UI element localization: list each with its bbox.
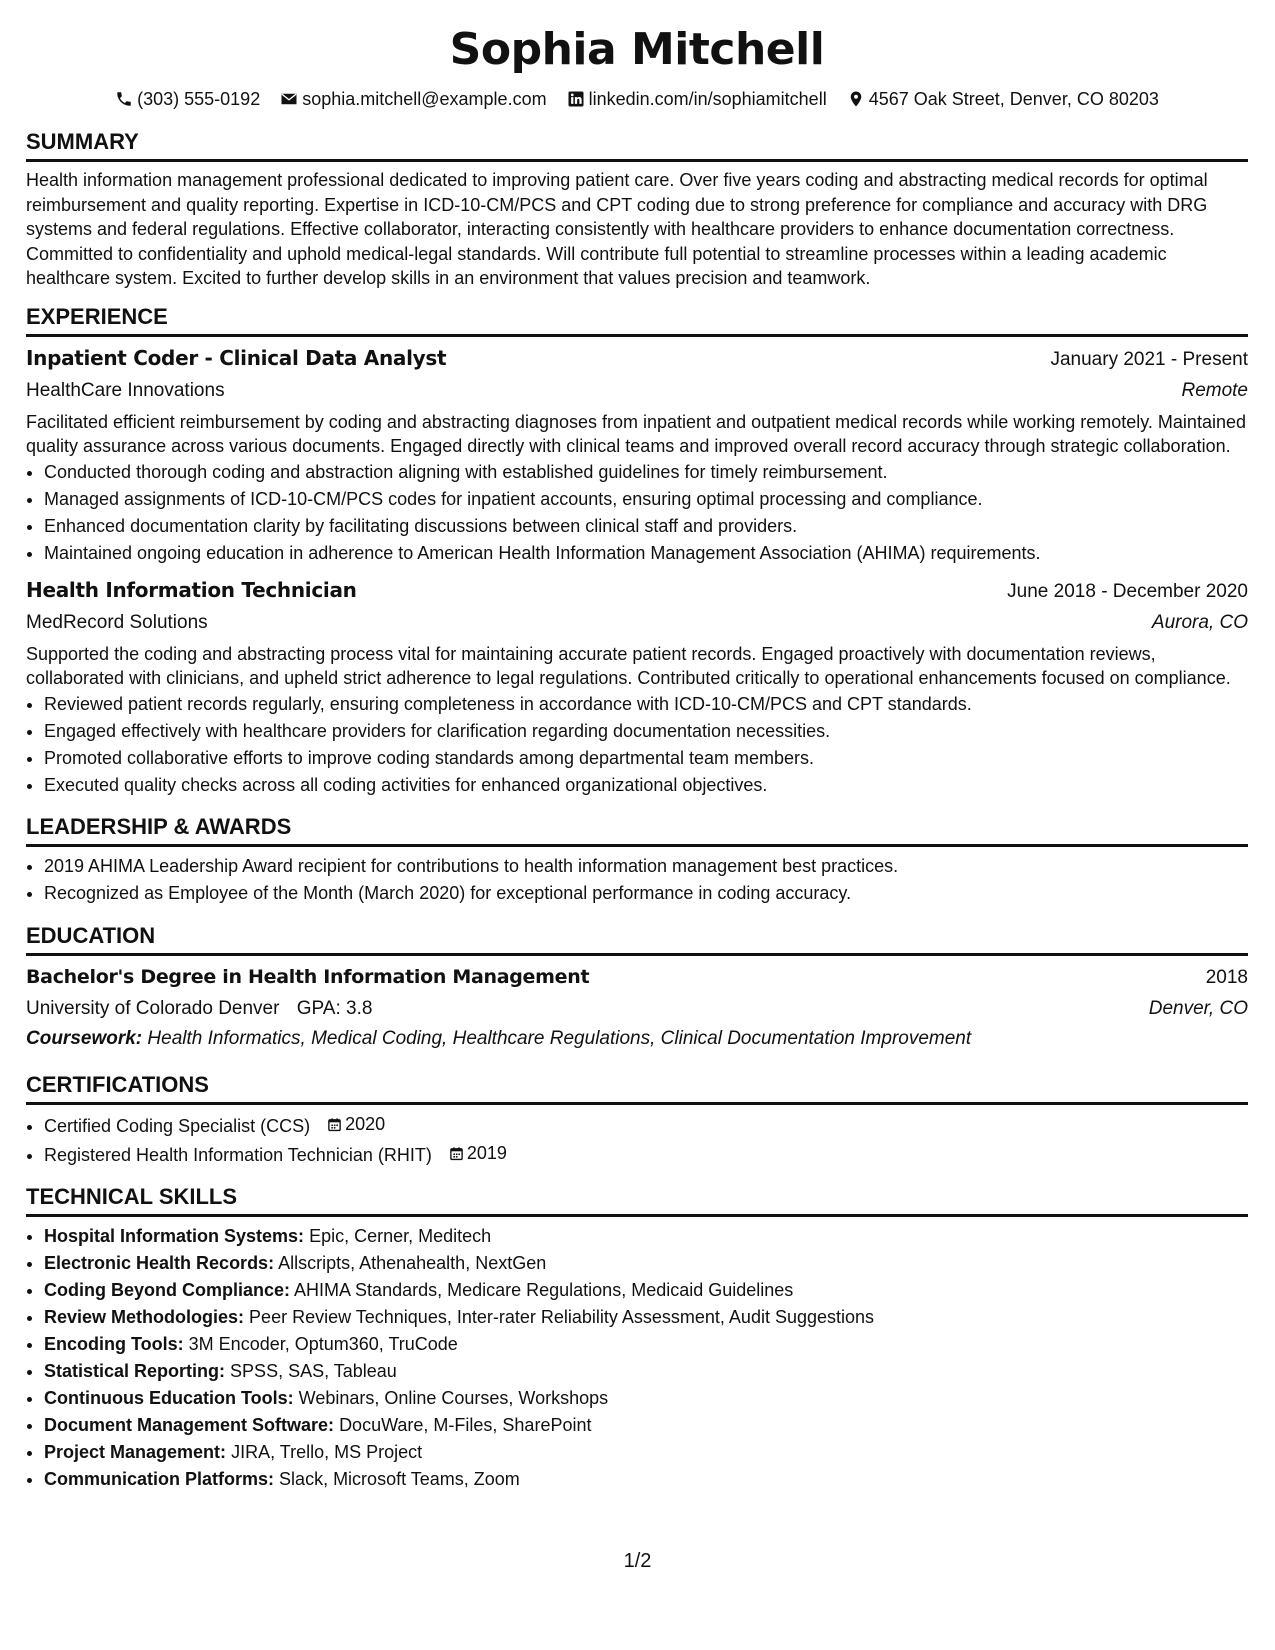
- skill-label: Electronic Health Records:: [44, 1252, 275, 1273]
- cert-name: Certified Coding Specialist (CCS): [44, 1115, 311, 1136]
- skill-label: Review Methodologies:: [44, 1306, 245, 1327]
- experience-section: [26, 303, 1248, 799]
- email-text: sophia.mitchell@example.com: [302, 89, 547, 109]
- school-location: Denver, CO: [1148, 997, 1248, 1019]
- cert-year: 2020: [345, 1113, 386, 1134]
- contact-phone[interactable]: [115, 87, 260, 111]
- skill-item: [44, 1412, 1248, 1439]
- skill-label: Coding Beyond Compliance:: [44, 1279, 291, 1300]
- degree-title: Bachelor's Degree in Health Information Management: [26, 965, 590, 988]
- list-item: • Recognized as Employee of the Month (March 2020) for exceptional performance in coding accuracy.: [44, 880, 1248, 907]
- section-title-experience: EXPERIENCE: [26, 303, 1248, 337]
- skill-label: Statistical Reporting:: [44, 1360, 226, 1381]
- gpa-text: GPA: 3.8: [296, 997, 373, 1019]
- skill-item: [44, 1250, 1248, 1277]
- skill-item: [44, 1358, 1248, 1385]
- contact-linkedin[interactable]: [567, 87, 827, 111]
- job-bullets: [26, 691, 1248, 799]
- skill-item: [44, 1466, 1248, 1493]
- skill-value: Webinars, Online Courses, Workshops: [298, 1387, 609, 1408]
- contact-address: [847, 87, 1159, 111]
- skill-item: [44, 1385, 1248, 1412]
- candidate-name: Sophia Mitchell: [449, 24, 825, 75]
- job-location: Remote: [1181, 379, 1248, 401]
- section-title-education: EDUCATION: [26, 922, 1248, 956]
- coursework-label: Coursework:: [26, 1027, 143, 1049]
- calendar-icon: [327, 1117, 342, 1132]
- resume-page: [26, 0, 1248, 1493]
- phone-text: (303) 555-0192: [137, 89, 261, 109]
- coursework: [26, 1024, 1248, 1054]
- skill-value: Peer Review Techniques, Inter-rater Reliability Assessment, Audit Suggestions: [249, 1306, 875, 1327]
- list-item: • Engaged effectively with healthcare providers for clarification regarding documentation necessities.: [44, 718, 1248, 745]
- skill-label: Project Management:: [44, 1441, 227, 1462]
- list-item: • 2019 AHIMA Leadership Award recipient for contributions to health information management best practices.: [44, 853, 1248, 880]
- summary-text: Health information management professional dedicated to improving patient care. Over five years coding and abstracting medical records for optimal reimbursement and quality reporting. Expertise in ICD-10-CM/PCS and CPT coding due to strong preference for compliance and accuracy with DRG systems and federal regulations. Effective collaborator, interacting consistently with healthcare providers to enhance documentation correctness. Committed to confidentiality and uphold medical-legal standards. Will contribute full potential to streamline processes within a leading academic healthcare system. Excited to further develop skills in an environment that values precision and teamwork.: [26, 170, 1208, 288]
- list-item: • Executed quality checks across all coding activities for enhanced organizational objectives.: [44, 772, 1248, 799]
- linkedin-text: linkedin.com/in/sophiamitchell: [588, 89, 827, 109]
- job-entry: [26, 575, 1248, 799]
- cert-year: 2019: [466, 1142, 507, 1163]
- skill-label: Document Management Software:: [44, 1414, 335, 1435]
- graduation-year: 2018: [1205, 966, 1248, 988]
- phone-icon: [115, 90, 133, 108]
- job-dates: June 2018 - December 2020: [1007, 580, 1248, 602]
- skill-value: JIRA, Trello, MS Project: [231, 1441, 423, 1462]
- list-item: • Managed assignments of ICD-10-CM/PCS codes for inpatient accounts, ensuring optimal processing and compliance.: [44, 486, 1248, 513]
- section-title-summary: SUMMARY: [26, 128, 1248, 162]
- envelope-icon: [280, 90, 298, 108]
- skill-item: [44, 1439, 1248, 1466]
- skill-value: Epic, Cerner, Meditech: [309, 1225, 492, 1246]
- job-location: Aurora, CO: [1151, 611, 1248, 633]
- list-item: • Conducted thorough coding and abstraction aligning with established guidelines for timely reimbursement.: [44, 459, 1248, 486]
- skill-item: [44, 1331, 1248, 1358]
- linkedin-icon: [567, 90, 585, 108]
- contact-bar: [26, 87, 1248, 111]
- skill-label: Hospital Information Systems:: [44, 1225, 305, 1246]
- section-title-skills: TECHNICAL SKILLS: [26, 1183, 1248, 1217]
- contact-email[interactable]: [280, 87, 546, 111]
- list-item: [44, 1140, 1248, 1169]
- job-title: Inpatient Coder - Clinical Data Analyst: [26, 345, 447, 370]
- skill-label: Communication Platforms:: [44, 1468, 275, 1489]
- skill-value: AHIMA Standards, Medicare Regulations, Medicaid Guidelines: [294, 1279, 794, 1300]
- education-section: [26, 922, 1248, 1054]
- job-company: HealthCare Innovations: [26, 379, 225, 401]
- list-item: • Maintained ongoing education in adherence to American Health Information Management Association (AHIMA) requirements.: [44, 540, 1248, 567]
- list-item: • Enhanced documentation clarity by facilitating discussions between clinical staff and providers.: [44, 513, 1248, 540]
- coursework-text: Health Informatics, Medical Coding, Healthcare Regulations, Clinical Documentation Improvement: [147, 1027, 972, 1049]
- skill-item: [44, 1223, 1248, 1250]
- skill-label: Continuous Education Tools:: [44, 1387, 294, 1408]
- map-pin-icon: [847, 90, 865, 108]
- skill-value: Slack, Microsoft Teams, Zoom: [279, 1468, 520, 1489]
- skill-value: 3M Encoder, Optum360, TruCode: [188, 1333, 458, 1354]
- job-dates: January 2021 - Present: [1050, 348, 1248, 370]
- section-title-leadership: LEADERSHIP & AWARDS: [26, 813, 1248, 847]
- leadership-list: [26, 853, 1248, 907]
- address-text: 4567 Oak Street, Denver, CO 80203: [868, 89, 1159, 109]
- job-title: Health Information Technician: [26, 577, 357, 602]
- school-name: University of Colorado Denver: [26, 997, 280, 1019]
- job-company: MedRecord Solutions: [26, 611, 208, 633]
- job-description: Supported the coding and abstracting process vital for maintaining accurate patient records. Engaged proactively with documentation reviews, collaborated with clinicians, and upheld strict adherence to legal regulations. Contributed critically to operational enhancements focused on compliance.: [26, 643, 1231, 688]
- job-bullets: [26, 459, 1248, 567]
- skill-item: [44, 1277, 1248, 1304]
- job-entry: [26, 343, 1248, 567]
- cert-name: Registered Health Information Technician (RHIT): [44, 1144, 432, 1165]
- list-item: • Promoted collaborative efforts to improve coding standards among departmental team members.: [44, 745, 1248, 772]
- skill-value: DocuWare, M-Files, SharePoint: [339, 1414, 592, 1435]
- skill-label: Encoding Tools:: [44, 1333, 184, 1354]
- skill-value: Allscripts, Athenahealth, NextGen: [278, 1252, 547, 1273]
- certifications-section: [26, 1071, 1248, 1169]
- certifications-list: [26, 1111, 1248, 1169]
- list-item: • Reviewed patient records regularly, ensuring completeness in accordance with ICD-10-CM/PCS and CPT standards.: [44, 691, 1248, 718]
- skill-item: [44, 1304, 1248, 1331]
- skill-value: SPSS, SAS, Tableau: [230, 1360, 397, 1381]
- list-item: [44, 1111, 1248, 1140]
- job-description: Facilitated efficient reimbursement by coding and abstracting diagnoses from inpatient and outpatient medical records while working remotely. Maintained quality assurance across various documents. Engaged directly with clinical teams and improved overall record accuracy through strategic collaboration.: [26, 411, 1246, 456]
- skills-section: [26, 1183, 1248, 1493]
- leadership-section: [26, 813, 1248, 907]
- page-number: 1/2: [623, 1550, 652, 1572]
- section-title-certifications: CERTIFICATIONS: [26, 1071, 1248, 1105]
- summary-section: [26, 128, 1248, 291]
- skills-list: [26, 1223, 1248, 1493]
- calendar-icon: [449, 1146, 464, 1161]
